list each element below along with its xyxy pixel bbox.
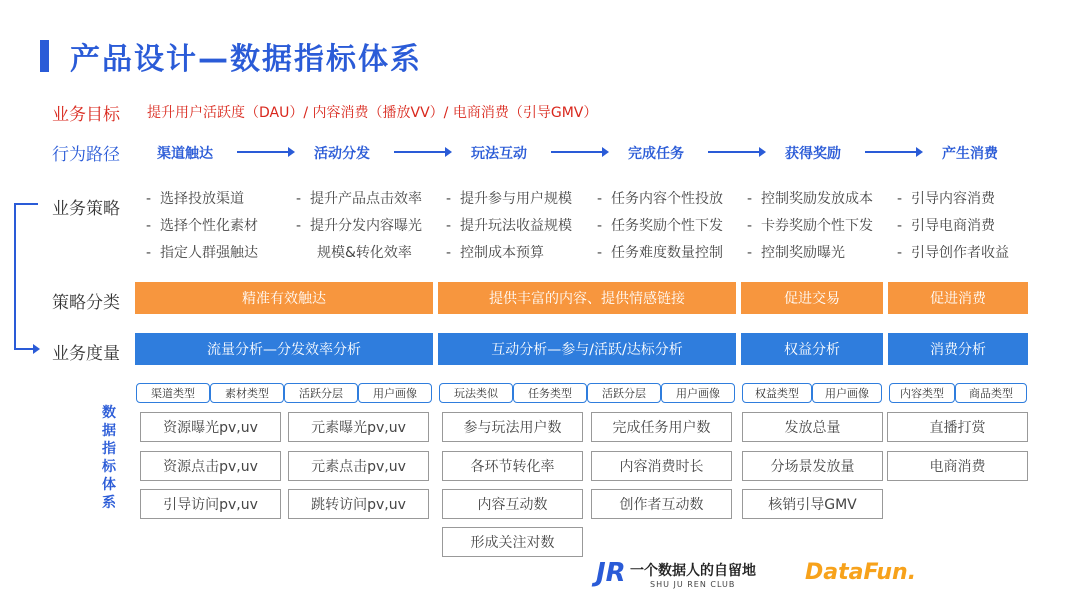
metric-cell: 完成任务用户数 [591, 412, 732, 442]
strategy-item: - 提升分发内容曝光 [296, 218, 422, 234]
arrow-4 [708, 151, 764, 153]
step-task: 完成任务 [628, 146, 684, 162]
metric-cell: 元素点击pv,uv [288, 451, 429, 481]
metric-cell: 形成关注对数 [442, 527, 583, 557]
measure-interaction: 互动分析—参与/活跃/达标分析 [438, 333, 736, 365]
strategy-item: - 引导创作者收益 [897, 245, 1009, 261]
metric-cell: 元素曝光pv,uv [288, 412, 429, 442]
strategy-item: - 提升参与用户规模 [446, 191, 572, 207]
sjr-mark-icon: JR [596, 558, 626, 588]
strategy-item: - 引导内容消费 [897, 191, 995, 207]
metric-cell: 资源曝光pv,uv [140, 412, 281, 442]
strategy-item: - 控制奖励曝光 [747, 245, 845, 261]
arrow-5 [865, 151, 921, 153]
category-reach: 精准有效触达 [135, 282, 433, 314]
strategy-item: 规模&转化效率 [317, 245, 412, 261]
step-channel: 渠道触达 [157, 146, 213, 162]
subtag: 商品类型 [955, 383, 1027, 403]
strategy-item: - 任务内容个性投放 [597, 191, 723, 207]
category-consume: 促进消费 [888, 282, 1028, 314]
label-goal: 业务目标 [52, 105, 120, 125]
metric-cell: 发放总量 [742, 412, 883, 442]
category-trade: 促进交易 [741, 282, 883, 314]
subtag: 渠道类型 [136, 383, 210, 403]
metric-cell: 内容互动数 [442, 489, 583, 519]
subtag: 内容类型 [889, 383, 955, 403]
strategy-item: - 控制奖励发放成本 [747, 191, 873, 207]
metric-cell: 各环节转化率 [442, 451, 583, 481]
bracket-arrow [14, 348, 34, 350]
strategy-item: - 提升产品点击效率 [296, 191, 422, 207]
vertical-label: 数 据 指 标 体 系 [102, 405, 116, 511]
subtag: 任务类型 [513, 383, 587, 403]
bracket-line [14, 203, 16, 350]
title-accent-bar [40, 40, 49, 72]
subtag: 玩法类似 [439, 383, 513, 403]
metric-cell: 参与玩法用户数 [442, 412, 583, 442]
subtag: 活跃分层 [284, 383, 358, 403]
subtag: 权益类型 [742, 383, 812, 403]
measure-rights: 权益分析 [741, 333, 883, 365]
metric-cell: 内容消费时长 [591, 451, 732, 481]
label-measure: 业务度量 [52, 344, 120, 364]
step-reward: 获得奖励 [785, 146, 841, 162]
metric-cell: 创作者互动数 [591, 489, 732, 519]
bracket-top [14, 203, 38, 205]
step-activity: 活动分发 [314, 146, 370, 162]
strategy-item: - 任务难度数量控制 [597, 245, 723, 261]
subtag: 用户画像 [812, 383, 882, 403]
label-category: 策略分类 [52, 293, 120, 313]
datafun-logo: DataFun. [805, 560, 917, 585]
metric-cell: 资源点击pv,uv [140, 451, 281, 481]
category-content: 提供丰富的内容、提供情感链接 [438, 282, 736, 314]
metric-cell: 引导访问pv,uv [140, 489, 281, 519]
arrow-1 [237, 151, 293, 153]
strategy-item: - 卡券奖励个性下发 [747, 218, 873, 234]
subtag: 用户画像 [358, 383, 432, 403]
strategy-item: - 选择投放渠道 [146, 191, 244, 207]
strategy-item: - 选择个性化素材 [146, 218, 258, 234]
metric-cell: 直播打赏 [887, 412, 1028, 442]
strategy-item: - 指定人群强触达 [146, 245, 258, 261]
page-title: 产品设计—数据指标体系 [70, 42, 422, 77]
metric-cell: 跳转访问pv,uv [288, 489, 429, 519]
goal-text: 提升用户活跃度（DAU）/ 内容消费（播放VV）/ 电商消费（引导GMV） [147, 105, 598, 121]
step-play: 玩法互动 [471, 146, 527, 162]
strategy-item: - 控制成本预算 [446, 245, 544, 261]
strategy-item: - 提升玩法收益规模 [446, 218, 572, 234]
measure-consume: 消费分析 [888, 333, 1028, 365]
subtag: 活跃分层 [587, 383, 661, 403]
arrow-3 [551, 151, 607, 153]
subtag: 用户画像 [661, 383, 735, 403]
arrow-2 [394, 151, 450, 153]
strategy-item: - 任务奖励个性下发 [597, 218, 723, 234]
strategy-item: - 引导电商消费 [897, 218, 995, 234]
measure-traffic: 流量分析—分发效率分析 [135, 333, 433, 365]
label-path: 行为路径 [52, 145, 120, 165]
metric-cell: 核销引导GMV [742, 489, 883, 519]
metric-cell: 分场景发放量 [742, 451, 883, 481]
metric-cell: 电商消费 [887, 451, 1028, 481]
step-consume: 产生消费 [942, 146, 998, 162]
subtag: 素材类型 [210, 383, 284, 403]
label-strategy: 业务策略 [52, 199, 120, 219]
